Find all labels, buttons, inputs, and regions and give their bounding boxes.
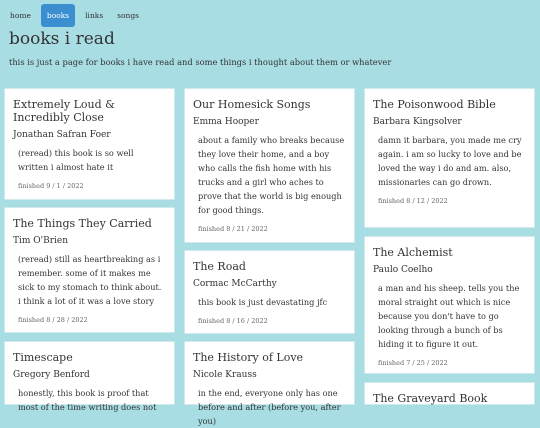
book-author: Tim O'Brien: [13, 236, 69, 246]
book-title: Timescape: [13, 351, 73, 364]
book-note: in the end, everyone only has one before and after (before you, after you): [198, 388, 341, 426]
page-title: books i read: [9, 29, 115, 49]
book-title: Extremely Loud & Incredibly Close: [13, 98, 115, 124]
book-note: about a family who breaks because they love their home, and a boy who calls the fish home with his trucks and a girl who aches to prove that the world is big enough for good things.: [198, 135, 345, 215]
book-title: The Things They Carried: [13, 217, 152, 230]
book-author: Barbara Kingsolver: [373, 117, 462, 127]
book-author: Jonathan Safran Foer: [13, 130, 111, 140]
nav-home-link[interactable]: home: [10, 11, 31, 20]
book-title: The Alchemist: [373, 246, 453, 259]
book-note: this book is just devastating jfc: [198, 297, 328, 307]
book-title: The Road: [193, 260, 246, 273]
book-author: Cormac McCarthy: [193, 279, 277, 289]
book-card: [184, 88, 355, 243]
book-finished-date: finished 8 / 21 / 2022: [198, 225, 268, 233]
book-card: [364, 236, 535, 374]
book-note: (reread) this book is so well written i almost hate it: [18, 148, 134, 172]
book-title: Our Homesick Songs: [193, 98, 311, 111]
nav-books-link[interactable]: books: [41, 4, 75, 27]
book-author: Gregory Benford: [13, 370, 90, 380]
nav-links-link[interactable]: links: [85, 11, 104, 20]
book-card: [364, 88, 535, 228]
book-note: honestly, this book is proof that most of the time writing does not: [18, 388, 157, 412]
book-note: a man and his sheep. tells you the moral straight out which is nice because you don't have to go looking through a bunch of bs hiding it to figure it out.: [378, 283, 520, 349]
book-author: Nicole Krauss: [193, 370, 257, 380]
book-title: The History of Love: [193, 351, 304, 364]
page-subtitle: this is just a page for books i have read and some things i thought about them or whatever: [9, 57, 392, 67]
book-card: [184, 341, 355, 426]
book-title: The Graveyard Book: [373, 392, 488, 405]
book-finished-date: finished 8 / 12 / 2022: [378, 197, 448, 205]
book-card: [4, 207, 175, 333]
book-title: The Poisonwood Bible: [373, 98, 496, 111]
book-author: Emma Hooper: [193, 117, 259, 127]
book-note: damn it barbara, you made me cry again. i am so lucky to love and be loved the way i do and am. also, missionaries can go drown.: [378, 135, 522, 187]
book-finished-date: finished 9 / 1 / 2022: [18, 182, 84, 190]
book-finished-date: finished 7 / 25 / 2022: [378, 359, 448, 367]
book-card: [184, 250, 355, 334]
book-finished-date: finished 8 / 16 / 2022: [198, 317, 268, 325]
book-note: (reread) still as heartbreaking as i remember. some of it makes me sick to my stomach to think about. i think a lot of it was a love story: [18, 254, 162, 306]
top-nav: [6, 4, 143, 27]
nav-songs-link[interactable]: songs: [117, 11, 140, 20]
book-author: Paulo Coelho: [373, 265, 433, 275]
book-card: [4, 88, 175, 200]
book-card: [4, 341, 175, 412]
book-finished-date: finished 8 / 28 / 2022: [18, 316, 88, 324]
book-card: [364, 382, 535, 405]
